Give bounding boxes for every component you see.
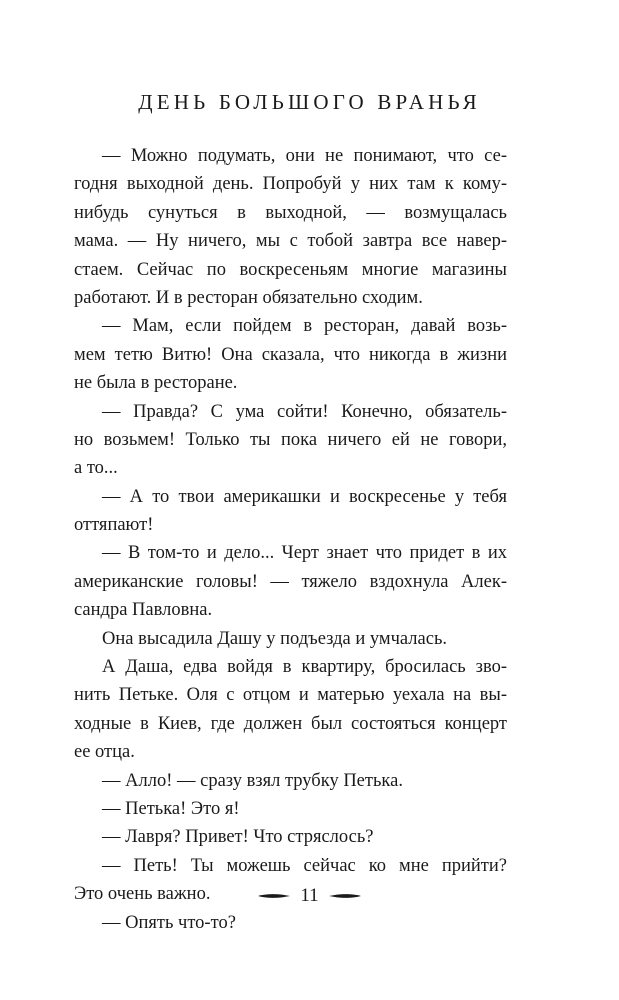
text-line: нибудь сунуться в выходной, — возмущалась	[74, 202, 507, 223]
body-text	[74, 142, 507, 937]
folio-ornament-left-icon	[258, 892, 290, 900]
text-line: — Алло! — сразу взял трубку Петька.	[102, 770, 403, 791]
text-line: нить Петьке. Оля с отцом и матерью уехала на вы-	[74, 685, 507, 706]
text-line: но возьмем! Только ты пока ничего ей не говори,	[74, 429, 507, 450]
text-line: ее отца.	[74, 742, 135, 763]
text-line: мем тетю Витю! Она сказала, что никогда в жизни	[74, 344, 507, 365]
text-line: работают. И в ресторан обязательно сходим.	[74, 287, 423, 308]
page-number: 11	[300, 885, 319, 906]
text-line: а то...	[74, 458, 118, 479]
text-line: — Правда? С ума сойти! Конечно, обязатель-	[102, 401, 507, 422]
text-line: — Лавря? Привет! Что стряслось?	[102, 827, 374, 848]
text-line: сандра Павловна.	[74, 600, 213, 621]
text-line: американские головы! — тяжело вздохнула Алек-	[74, 571, 507, 592]
text-line: годня выходной день. Попробуй у них там к кому-	[74, 174, 507, 195]
text-line: — Петька! Это я!	[102, 798, 240, 819]
text-line: — В том-то и дело... Черт знает что придет в их	[102, 543, 507, 564]
text-line: Она высадила Дашу у подъезда и умчалась.	[102, 628, 448, 649]
folio-ornament-right-icon	[329, 892, 361, 900]
text-line: — Опять что-то?	[102, 912, 236, 933]
folio	[0, 882, 619, 910]
text-line: — Мам, если пойдем в ресторан, давай возь-	[102, 316, 507, 337]
text-line: Это очень важно.	[74, 884, 211, 905]
text-line: — А то твои америкашки и воскресенье у тебя	[102, 486, 507, 507]
text-line: А Даша, едва войдя в квартиру, бросилась зво-	[102, 657, 507, 678]
text-line: — Петь! Ты можешь сейчас ко мне прийти?	[102, 855, 507, 876]
text-line: — Можно подумать, они не понимают, что се-	[102, 146, 507, 166]
text-line: стаем. Сейчас по воскресеньям многие магазины	[74, 259, 507, 280]
text-line: не была в ресторане.	[74, 373, 238, 394]
running-head: ДЕНЬ БОЛЬШОГО ВРАНЬЯ	[138, 90, 481, 114]
text-line: ходные в Киев, где должен был состояться концерт	[74, 713, 507, 734]
text-line: оттяпают!	[74, 515, 154, 536]
text-line: мама. — Ну ничего, мы с тобой завтра все навер-	[74, 231, 507, 252]
